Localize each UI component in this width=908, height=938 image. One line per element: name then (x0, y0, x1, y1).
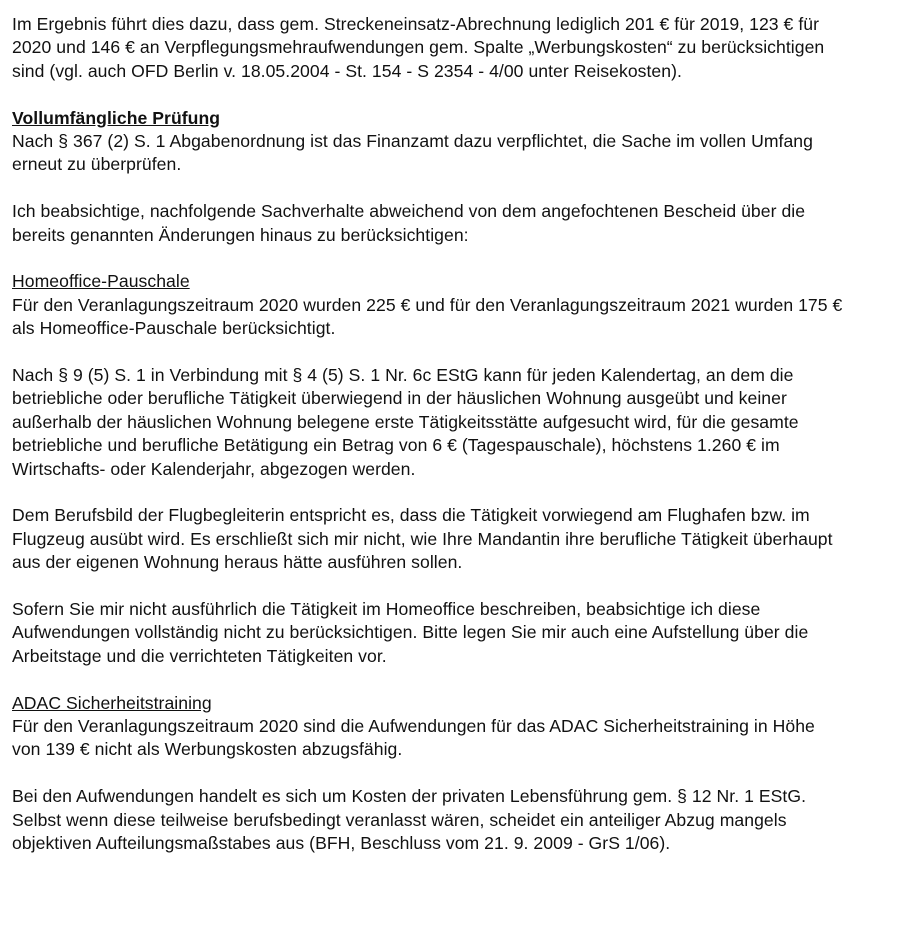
adac-paragraph-1: Für den Veranlagungszeitraum 2020 sind die Aufwendungen für das ADAC Sicherheitstraining in Höhe von 139 € nicht als Werbungskosten abzugsfähig. (12, 716, 815, 760)
heading-homeoffice: Homeoffice-Pauschale (12, 271, 190, 292)
heading-full-review: Vollumfängliche Prüfung (12, 107, 221, 128)
homeoffice-paragraph-2: Nach § 9 (5) S. 1 in Verbindung mit § 4 (5) S. 1 Nr. 6c EStG kann für jeden Kalendertag, an dem die betriebliche oder berufliche Tätigkeit überwiegend in der häuslichen Wohnung ausgeübt und keiner außerhalb der häuslichen Wohnung belegene erste Tätigkeitsstätte aufgesucht wird, für die gesamte betriebliche und berufliche Betätigung ein Betrag von 6 € (Tagespauschale), höchstens 1.260 € im Wirtschafts- oder Kalenderjahr, abgezogen werden. (12, 365, 799, 479)
document-page (12, 13, 846, 879)
homeoffice-paragraph-3: Dem Berufsbild der Flugbegleiterin entspricht es, dass die Tätigkeit vorwiegend am Flughafen bzw. im Flugzeug ausübt wird. Es erschließt sich mir nicht, wie Ihre Mandantin ihre berufliche Tätigkeit überhaupt aus der eigenen Wohnung heraus hätte ausführen sollen. (12, 505, 833, 573)
full-review-paragraph-2: Ich beabsichtige, nachfolgende Sachverhalte abweichend von dem angefochtenen Bescheid über die bereits genannten Änderungen hinaus zu berücksichtigen: (12, 201, 806, 245)
full-review-paragraph-1: Nach § 367 (2) S. 1 Abgabenordnung ist das Finanzamt dazu verpflichtet, die Sache im vollen Umfang erneut zu überprüfen. (12, 131, 813, 175)
homeoffice-paragraph-4: Sofern Sie mir nicht ausführlich die Tätigkeit im Homeoffice beschreiben, beabsichtige ich diese Aufwendungen vollständig nicht zu berücksichtigen. Bitte legen Sie mir auch eine Aufstellung über die Arbeitstage und die verrichteten Tätigkeiten vor. (12, 599, 809, 666)
intro-paragraph: Im Ergebnis führt dies dazu, dass gem. Streckeneinsatz-Abrechnung lediglich 201 € für 2019, 123 € für 2020 und 146 € an Verpflegungsmehraufwendungen gem. Spalte „Werbungskosten“ zu berücksichtigen sind (vgl. auch OFD Berlin v. 18.05.2004 - St. 154 - S 2354 - 4/00 unter Reisekosten). (12, 14, 825, 81)
heading-adac: ADAC Sicherheitstraining (12, 692, 212, 713)
adac-paragraph-2: Bei den Aufwendungen handelt es sich um Kosten der privaten Lebensführung gem. § 12 Nr. 1 EStG. Selbst wenn diese teilweise berufsbedingt veranlasst wären, scheidet ein anteiliger Abzug mangels objektiven Aufteilungsmaßstabes aus (BFH, Beschluss vom 21. 9. 2009 - GrS 1/06). (12, 786, 807, 854)
homeoffice-paragraph-1: Für den Veranlagungszeitraum 2020 wurden 225 € und für den Veranlagungszeitraum 2021 wurden 175 € als Homeoffice-Pauschale berücksichtigt. (12, 294, 843, 339)
